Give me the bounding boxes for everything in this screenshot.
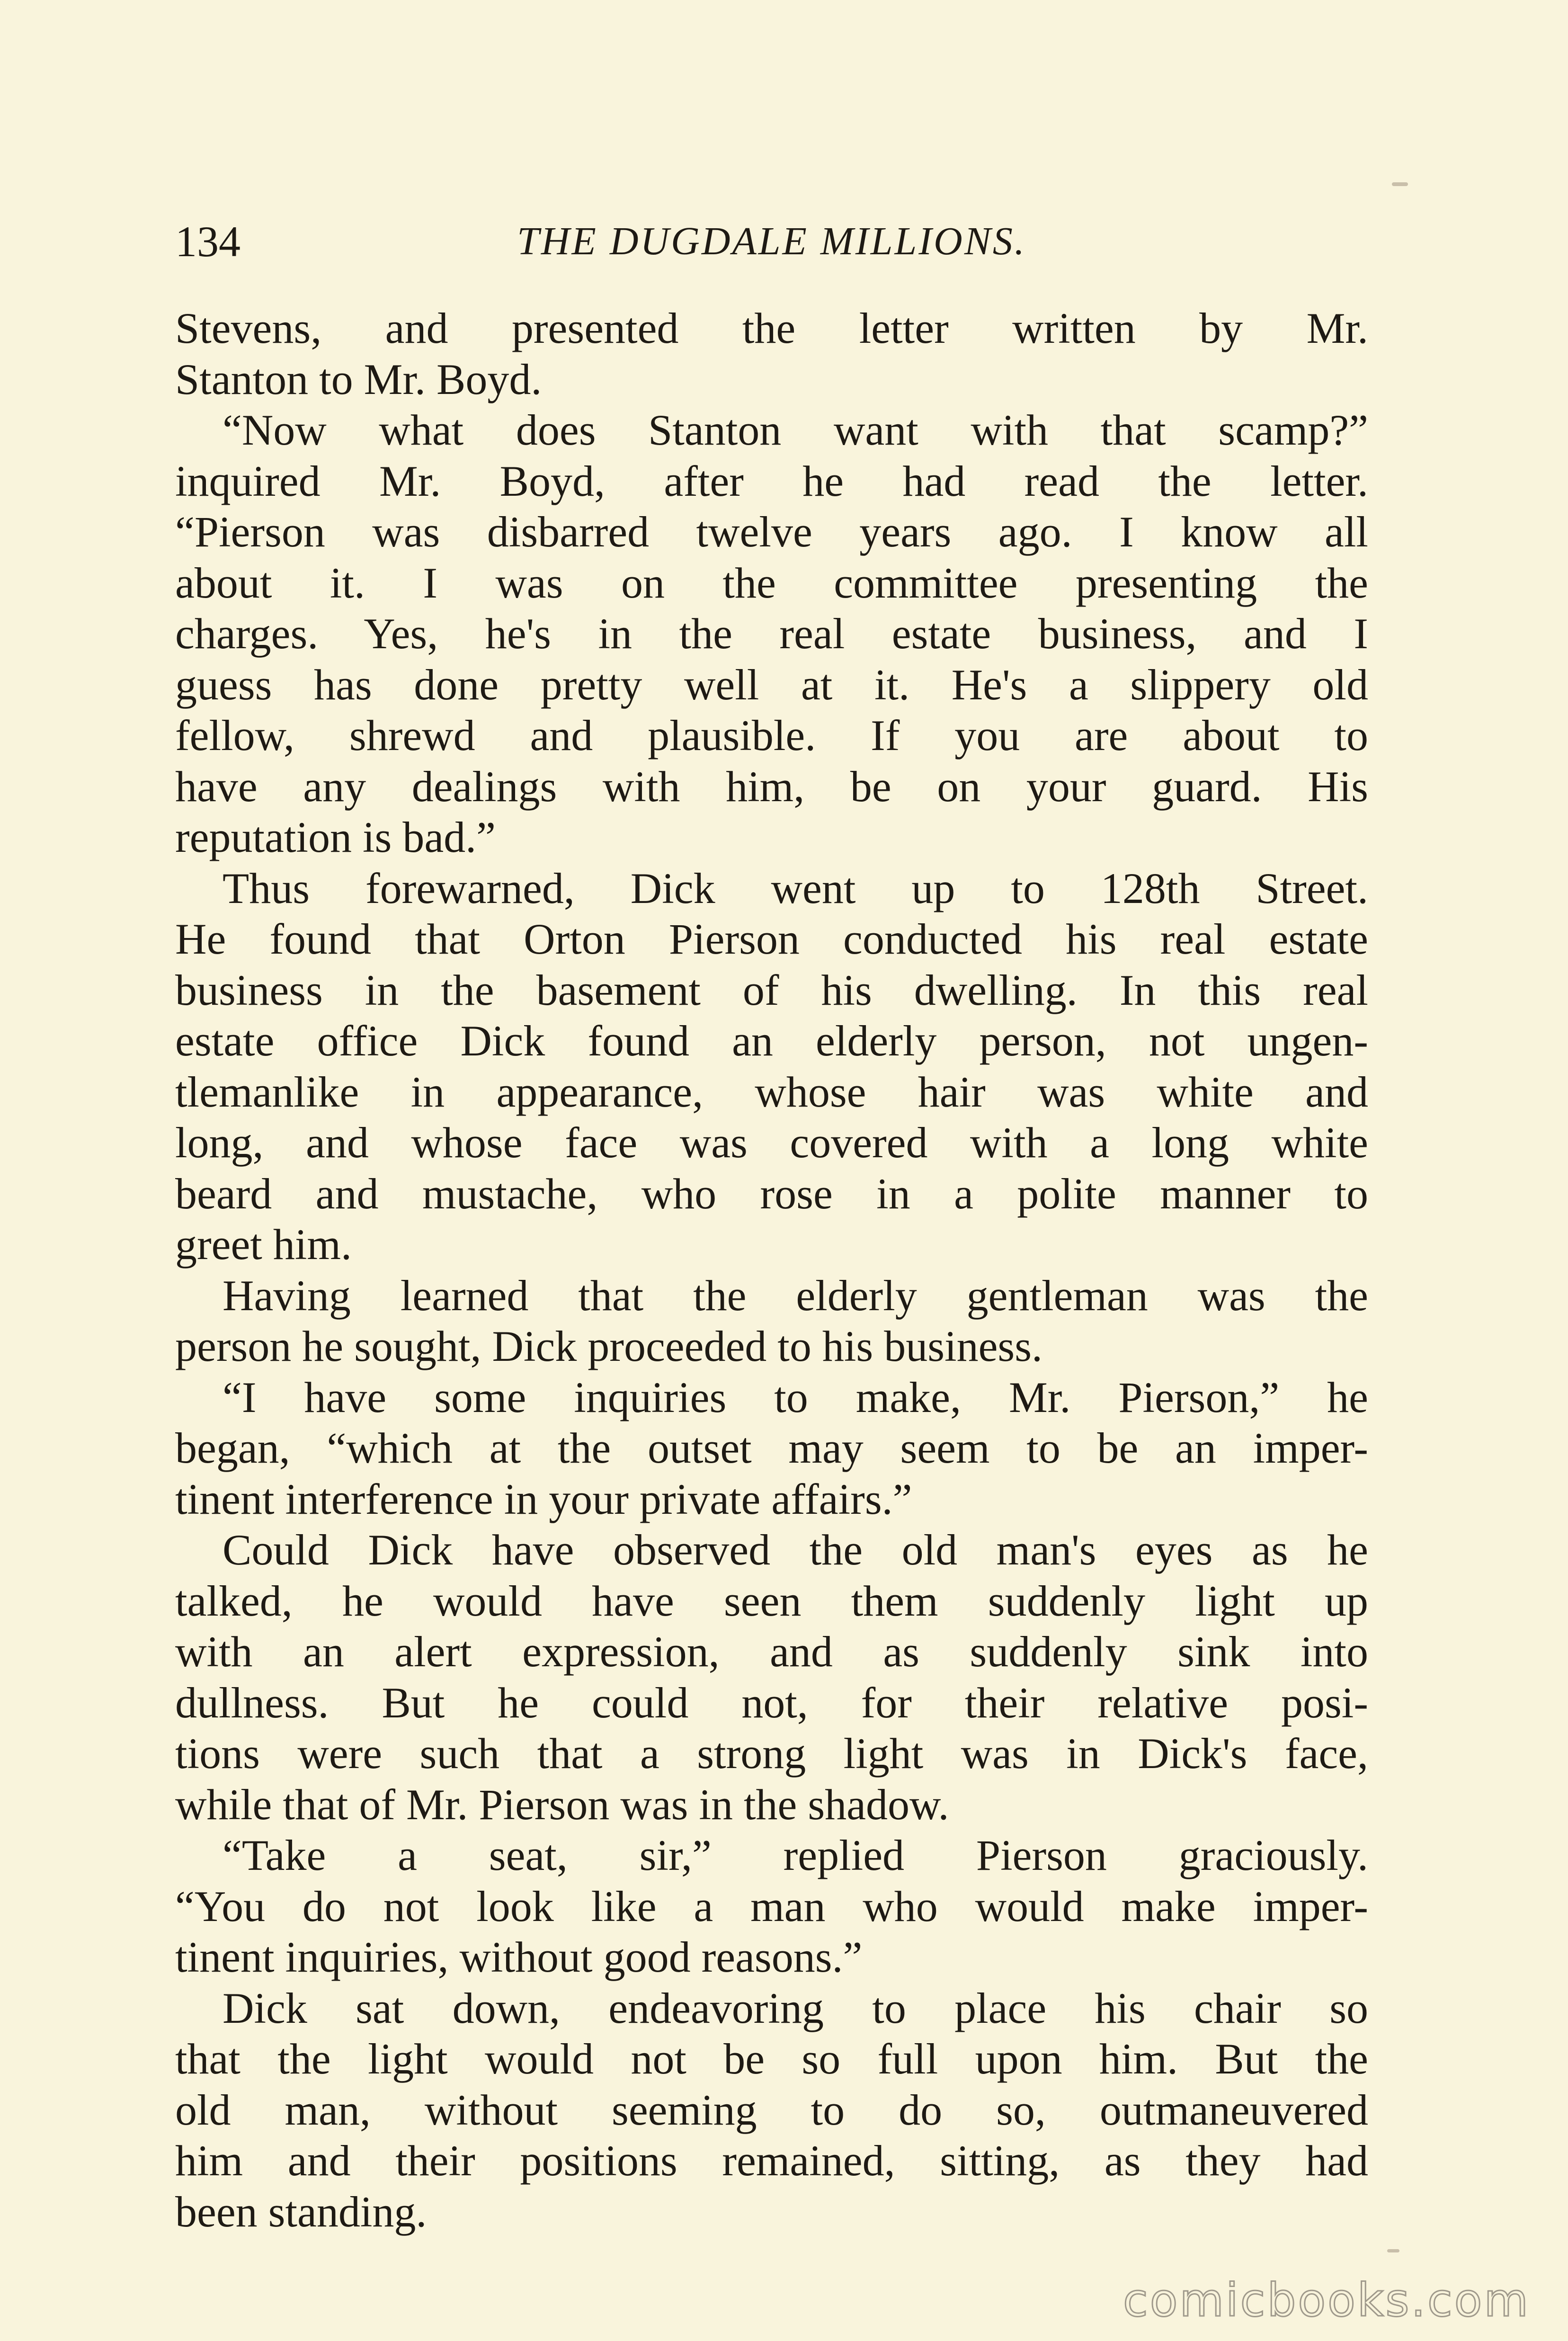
text-line: have any dealings with him, be on your guard. His (175, 762, 1368, 811)
text-line: tinent inquiries, without good reasons.” (175, 1933, 863, 1981)
text-line: tions were such that a strong light was in Dick's face, (175, 1729, 1368, 1778)
text-line: with an alert expression, and as suddenly sink into (175, 1627, 1368, 1676)
running-title: THE DUGDALE MILLIONS. (517, 219, 1026, 263)
text-line: began, “which at the outset may seem to be an imper- (175, 1424, 1368, 1472)
text-line: “Take a seat, sir,” replied Pierson graciously. (223, 1831, 1368, 1879)
text-line: been standing. (175, 2187, 427, 2236)
text-line: Stanton to Mr. Boyd. (175, 355, 542, 403)
text-line: tlemanlike in appearance, whose hair was white and (175, 1067, 1368, 1116)
text-line: business in the basement of his dwelling. In this real (175, 965, 1368, 1014)
text-line: “I have some inquiries to make, Mr. Pierson,” he (223, 1373, 1368, 1421)
text-line: person he sought, Dick proceeded to his business. (175, 1322, 1043, 1370)
text-line: him and their positions remained, sitting, as they had (175, 2136, 1368, 2185)
text-line: old man, without seeming to do so, outmaneuvered (175, 2085, 1368, 2134)
text-line: inquired Mr. Boyd, after he had read the letter. (175, 456, 1368, 505)
text-line: “You do not look like a man who would make imper- (175, 1882, 1368, 1930)
print-speck (1392, 182, 1408, 186)
watermark-logo: comicbooks.com (1123, 2274, 1530, 2327)
text-line: reputation is bad.” (175, 813, 496, 861)
text-line: long, and whose face was covered with a long white (175, 1118, 1368, 1167)
text-line: He found that Orton Pierson conducted his real estate (175, 915, 1368, 963)
text-line: about it. I was on the committee presenting the (175, 558, 1368, 607)
text-line: charges. Yes, he's in the real estate business, and I (175, 609, 1368, 658)
text-line: greet him. (175, 1220, 352, 1269)
text-line: that the light would not be so full upon him. But the (175, 2035, 1368, 2083)
text-line: Thus forewarned, Dick went up to 128th Street. (223, 864, 1368, 912)
text-line: Stevens, and presented the letter written by Mr. (175, 304, 1368, 352)
text-line: fellow, shrewd and plausible. If you are about to (175, 711, 1368, 759)
print-speck (1387, 2249, 1399, 2252)
text-line: dullness. But he could not, for their relative posi- (175, 1678, 1368, 1727)
text-line: tinent interference in your private affairs.” (175, 1474, 912, 1523)
text-line: Dick sat down, endeavoring to place his chair so (223, 1984, 1368, 2032)
text-line: Having learned that the elderly gentleman was the (223, 1271, 1368, 1320)
body-text (175, 303, 1368, 2237)
text-line: estate office Dick found an elderly person, not ungen- (175, 1017, 1368, 1065)
page-header (175, 208, 1368, 275)
page-number: 134 (175, 217, 241, 266)
text-line: talked, he would have seen them suddenly light up (175, 1576, 1368, 1625)
text-line: Could Dick have observed the old man's eyes as he (223, 1526, 1368, 1574)
text-line: beard and mustache, who rose in a polite manner to (175, 1169, 1368, 1218)
text-line: “Pierson was disbarred twelve years ago. I know all (175, 508, 1368, 556)
text-line: while that of Mr. Pierson was in the shadow. (175, 1780, 949, 1829)
text-line: guess has done pretty well at it. He's a slippery old (175, 660, 1368, 709)
text-line: “Now what does Stanton want with that scamp?” (223, 406, 1368, 454)
